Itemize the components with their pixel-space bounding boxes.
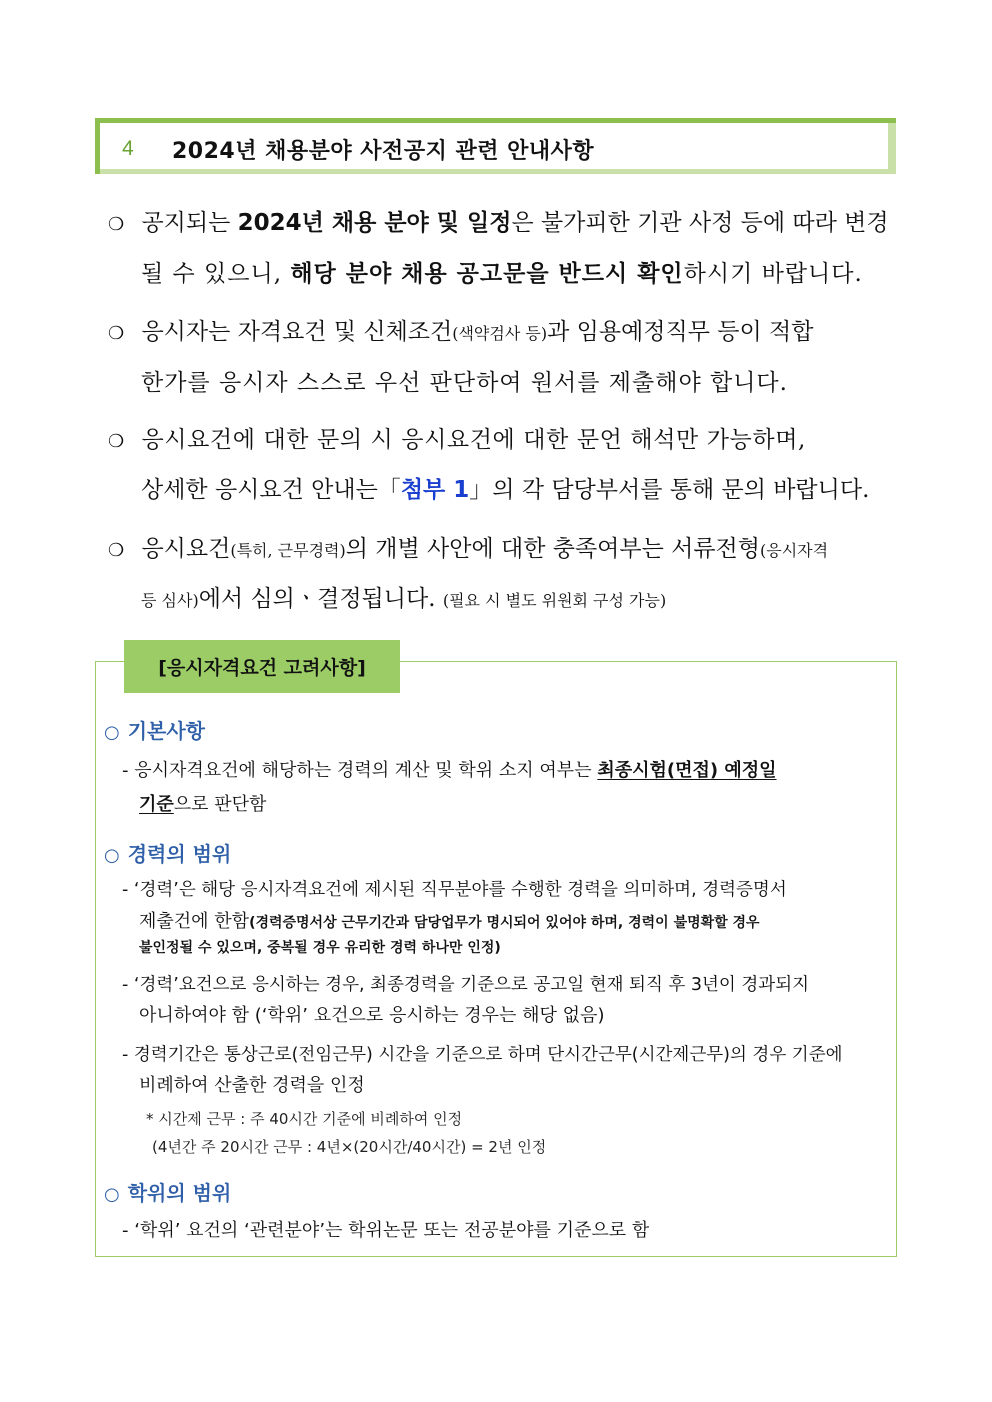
career-item-2-line-2: 아니하여야 함 (‘학위’ 요건으로 응시하는 경우는 해당 없음): [139, 1005, 605, 1026]
group-heading-career: ○ 경력의 범위: [104, 842, 232, 866]
bullet-marker: ❍: [108, 431, 125, 452]
career-item-2-line-1: - ‘경력’요건으로 응시하는 경우, 최종경력을 기준으로 공고일 현재 퇴직 후 3년이 경과되지: [122, 975, 809, 995]
bullet-marker: ❍: [108, 214, 125, 235]
career-item-3-line-1: - 경력기간은 통상근로(전임근무) 시간을 기준으로 하며 단시간근무(시간제근무)의 경우 기준에: [122, 1045, 843, 1065]
basic-item-line-1: - 응시자격요건에 해당하는 경력의 계산 및 학위 소지 여부는 최종시험(면접) 예정일: [122, 760, 777, 781]
bullet-3-line-1: ❍ 응시요건에 대한 문의 시 응시요건에 대한 문언 해석만 가능하며,: [108, 427, 806, 453]
requirements-box-tab: [응시자격요건 고려사항]: [124, 640, 400, 693]
bullet-1-line-1: ❍ 공지되는 2024년 채용 분야 및 일정은 불가피한 기관 사정 등에 따라 변경: [108, 210, 889, 236]
career-note-2: (4년간 주 20시간 근무 : 4년×(20시간/40시간) = 2년 인정: [152, 1138, 547, 1156]
bullet-3-line-2: 상세한 응시요건 안내는「첨부 1」의 각 담당부서를 통해 문의 바랍니다.: [141, 477, 870, 503]
bullet-4-line-2: 등 심사)에서 심의ㆍ결정됩니다. (필요 시 별도 위원회 구성 가능): [141, 586, 667, 612]
group-heading-basic: ○ 기본사항: [104, 719, 205, 743]
bullet-2-line-1: ❍ 응시자는 자격요건 및 신체조건(색약검사 등)과 임용예정직무 등이 적합: [108, 319, 814, 345]
bullet-4-line-1: ❍ 응시요건(특히, 근무경력)의 개별 사안에 대한 충족여부는 서류전형(응시자격: [108, 536, 829, 562]
career-item-1-line-1: - ‘경력’은 해당 응시자격요건에 제시된 직무분야를 수행한 경력을 의미하며, 경력증명서: [122, 880, 787, 900]
group-heading-degree: ○ 학위의 범위: [104, 1181, 232, 1205]
basic-item-line-2: 기준으로 판단함: [139, 794, 267, 815]
career-item-3-line-2: 비례하여 산출한 경력을 인정: [139, 1075, 365, 1096]
bullet-marker: ❍: [108, 323, 125, 344]
bullet-2-line-2: 한가를 응시자 스스로 우선 판단하여 원서를 제출해야 합니다.: [141, 370, 788, 396]
career-item-1-line-2: 제출건에 한함(경력증명서상 근무기간과 담당업무가 명시되어 있어야 하며, 경력이 불명확할 경우: [139, 911, 760, 932]
bullet-marker: ❍: [108, 540, 125, 561]
section-title: 2024년 채용분야 사전공지 관련 안내사항: [172, 139, 595, 164]
requirements-box: [95, 661, 897, 1257]
degree-item-line-1: - ‘학위’ 요건의 ‘관련분야’는 학위논문 또는 전공분야를 기준으로 함: [122, 1220, 650, 1241]
attachment-1-reference: 첨부 1: [400, 477, 470, 503]
bullet-1-line-2: 될 수 있으니, 해당 분야 채용 공고문을 반드시 확인하시기 바랍니다.: [141, 261, 863, 287]
career-note-1: * 시간제 근무 : 주 40시간 기준에 비례하여 인정: [146, 1110, 463, 1128]
career-item-1-line-3: 불인정될 수 있으며, 중복될 경우 유리한 경력 하나만 인정): [139, 940, 501, 956]
section-number: 4: [122, 137, 134, 160]
